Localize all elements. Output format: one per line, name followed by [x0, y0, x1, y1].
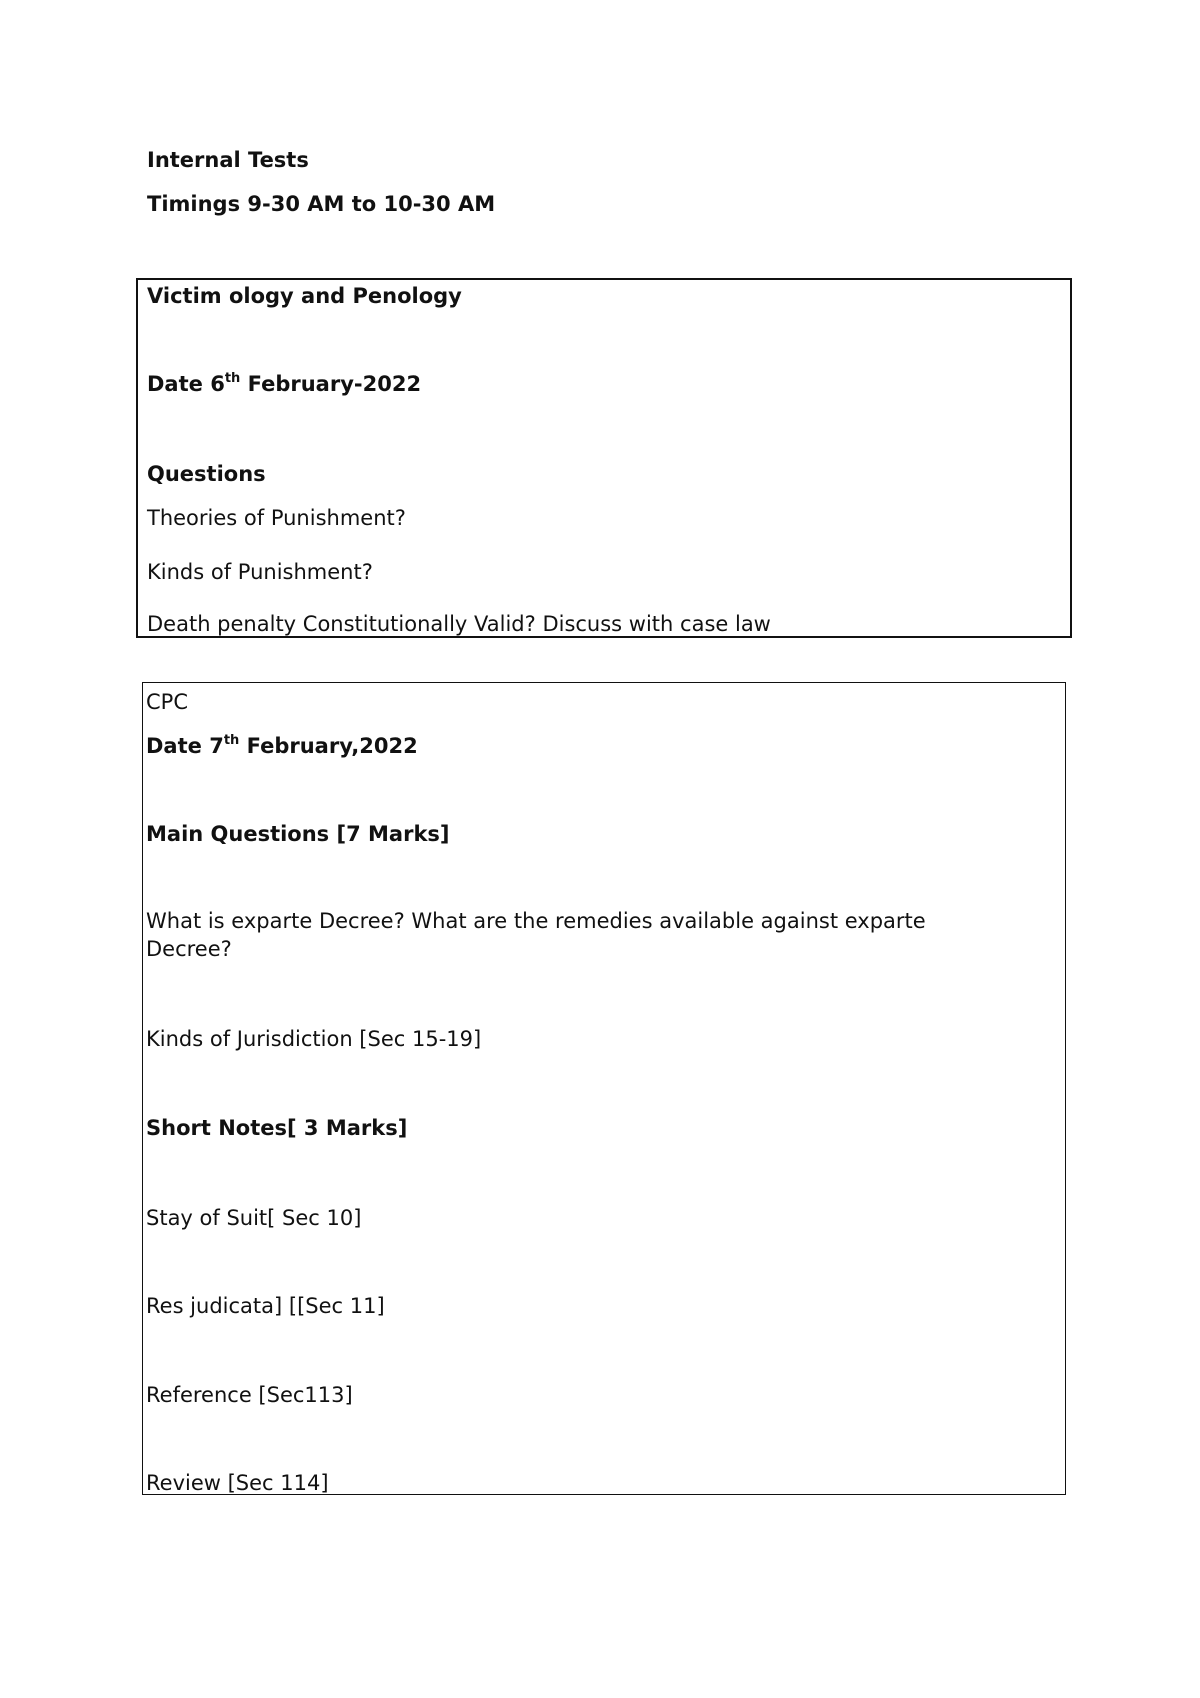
short-note-item: Res judicata] [[Sec 11] [146, 1294, 385, 1318]
victimology-date-prefix: Date 6 [147, 372, 225, 396]
short-note-item: Stay of Suit[ Sec 10] [146, 1206, 362, 1230]
question-item: Kinds of Punishment? [147, 560, 373, 584]
timings-line: Timings 9-30 AM to 10-30 AM [147, 192, 496, 216]
cpc-date-sup: th [223, 733, 240, 748]
main-question-item: What is exparte Decree? What are the remedies available against exparte Decree? [146, 909, 926, 961]
victimology-section [136, 278, 1072, 638]
cpc-section [142, 682, 1066, 1495]
victimology-date [147, 372, 421, 396]
victimology-date-sup: th [224, 371, 241, 386]
main-question-item: Kinds of Jurisdiction [Sec 15-19] [146, 1027, 482, 1051]
cpc-date [146, 734, 418, 758]
short-note-item: Review [Sec 114] [146, 1471, 329, 1495]
victimology-questions-heading: Questions [147, 462, 266, 486]
cpc-subject: CPC [146, 690, 188, 714]
cpc-date-suffix: February,2022 [239, 734, 418, 758]
page-title: Internal Tests [147, 148, 309, 172]
question-item: Theories of Punishment? [147, 506, 406, 530]
short-note-item: Reference [Sec113] [146, 1383, 353, 1407]
victimology-date-suffix: February-2022 [240, 372, 422, 396]
cpc-main-heading: Main Questions [7 Marks] [146, 822, 450, 846]
cpc-short-heading: Short Notes[ 3 Marks] [146, 1116, 408, 1140]
question-item: Death penalty Constitutionally Valid? Discuss with case law [147, 612, 771, 636]
cpc-date-prefix: Date 7 [146, 734, 224, 758]
victimology-subject: Victim ology and Penology [147, 284, 462, 308]
